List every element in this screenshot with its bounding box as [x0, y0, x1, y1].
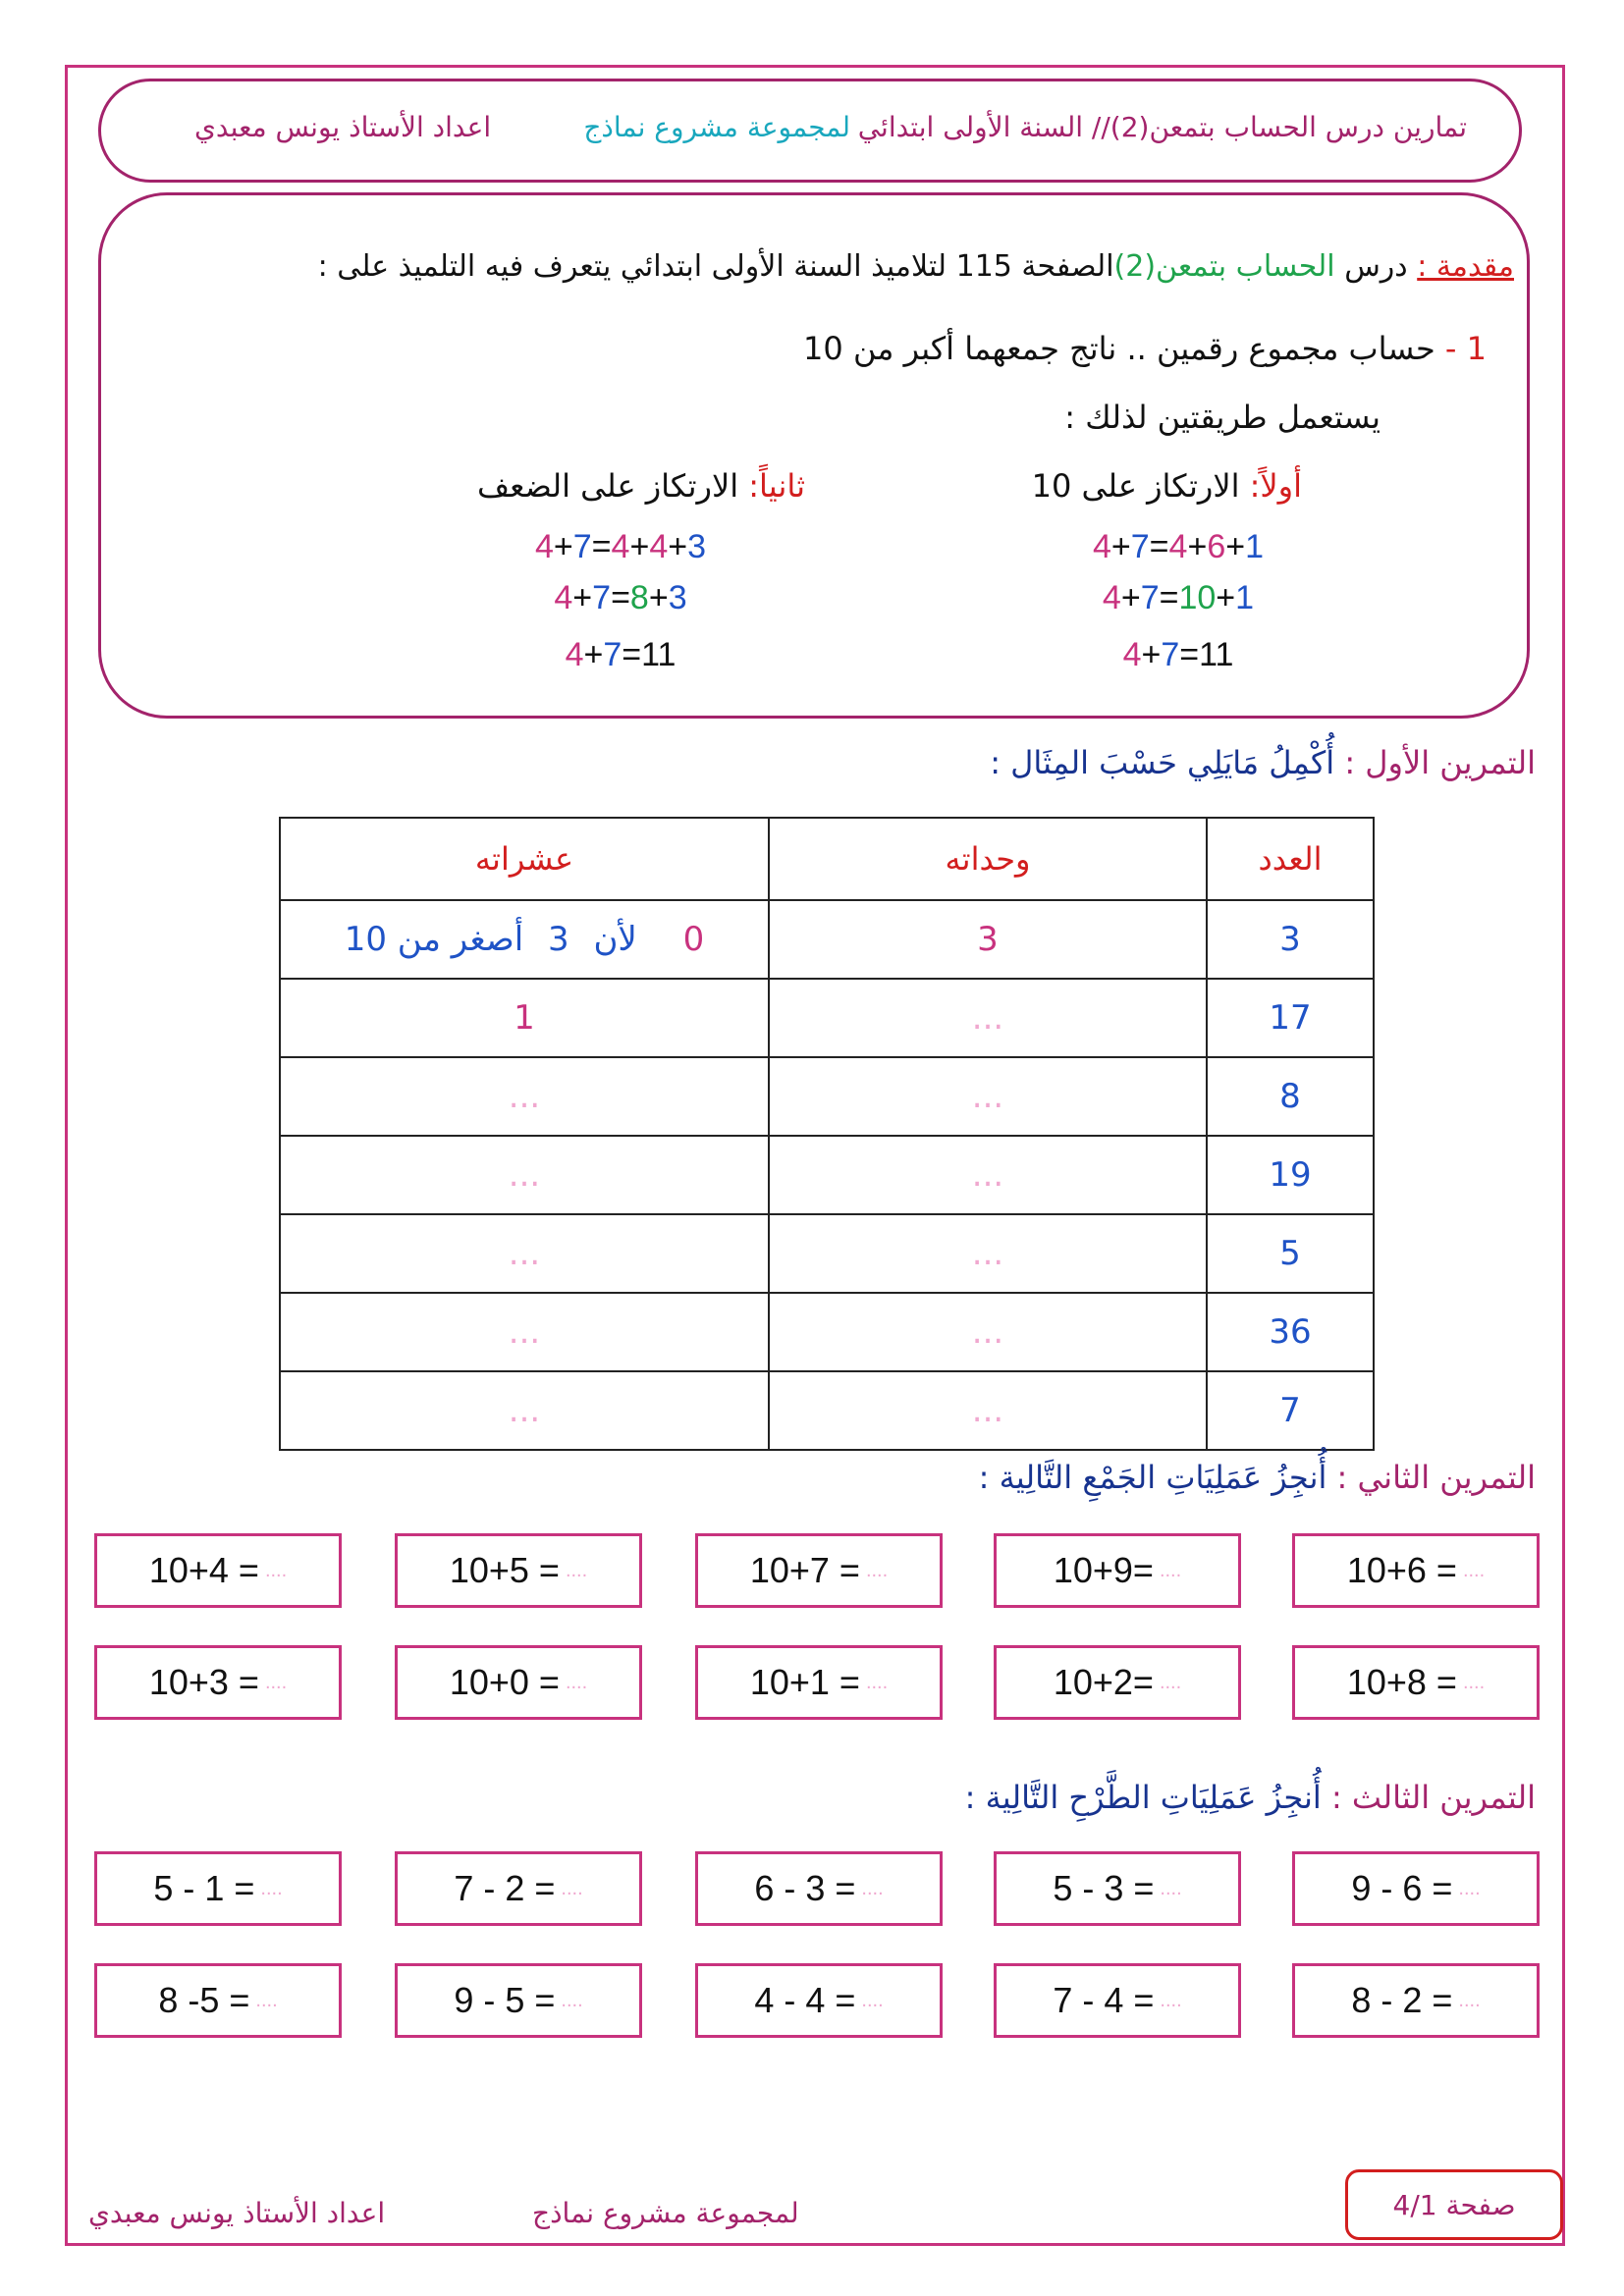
exercise3-instruction: أُنجِزُ عَمَلِيَاتِ الطَّرْحِ التَّالِية : [964, 1779, 1322, 1816]
first-method-label: أولاً: [1249, 467, 1302, 505]
intro-point [803, 330, 1487, 367]
example-note-b: 3 [548, 920, 569, 959]
operation-text: 10+0 = [449, 1662, 560, 1702]
example-note-c: أصغر من 10 [344, 920, 524, 959]
operation-box[interactable] [1292, 1645, 1540, 1720]
equation-token: 4 [1092, 528, 1111, 565]
answer-blank[interactable]: .... [264, 1671, 288, 1693]
operation-box[interactable] [994, 1533, 1241, 1608]
second-method-title [477, 467, 805, 505]
equation-token: 3 [687, 528, 707, 565]
operation-box[interactable] [395, 1533, 642, 1608]
operation-text: 7 - 4 = [1053, 1980, 1155, 2020]
cell-number: 8 [1207, 1057, 1374, 1136]
header-units: وحداته [769, 818, 1207, 900]
equation-token: =11 [622, 636, 677, 673]
cell-tens-blank[interactable]: ... [280, 1057, 769, 1136]
header-number: العدد [1207, 818, 1374, 900]
equation-token: =11 [1179, 636, 1234, 673]
second-method-label: ثانياً: [748, 467, 805, 505]
answer-blank[interactable]: .... [255, 1989, 278, 2011]
point-text: حساب مجموع رقمين .. ناتج جمعهما أكبر من 10 [803, 330, 1435, 367]
intro-t3: الصفحة 115 لتلاميذ السنة الأولى ابتدائي يتعرف فيه التلميذ على : [317, 249, 1114, 284]
equation-token: 10 [1178, 579, 1217, 616]
exercise1-instruction: أُكْمِلُ مَايَلِي حَسْبَ المِثَال : [990, 744, 1335, 781]
table-row [280, 1136, 1374, 1214]
operation-text: 4 - 4 = [754, 1980, 856, 2020]
page-number-box [1345, 2169, 1563, 2240]
header-title: تمارين درس الحساب بتمعن(2)// السنة الأولى ابتدائي [857, 111, 1467, 143]
operation-box[interactable] [395, 1645, 642, 1720]
operation-text: 10+1 = [749, 1662, 860, 1702]
equation-token: + [1120, 579, 1141, 616]
equation-token: 4 [611, 528, 630, 565]
cell-number: 3 [1207, 900, 1374, 979]
equation-token: 7 [572, 528, 592, 565]
equation-token: + [629, 528, 650, 565]
operation-text: 9 - 6 = [1351, 1868, 1453, 1908]
footer-group: لمجموعة مشروع نماذج [532, 2197, 799, 2229]
answer-blank[interactable]: .... [865, 1559, 889, 1581]
answer-blank[interactable]: .... [561, 1989, 583, 2011]
operation-box[interactable] [94, 1645, 342, 1720]
answer-blank[interactable]: .... [1458, 1989, 1481, 2011]
operation-text: 10+9= [1053, 1550, 1154, 1590]
answer-blank[interactable]: .... [260, 1877, 283, 1899]
equation-token: 4 [1102, 579, 1121, 616]
operation-text: 10+3 = [148, 1662, 259, 1702]
first-method-title [1032, 467, 1302, 505]
operation-box[interactable] [94, 1533, 342, 1608]
answer-blank[interactable]: .... [1160, 1877, 1182, 1899]
table-row [280, 900, 1374, 979]
cell-units-blank[interactable]: ... [769, 1136, 1207, 1214]
cell-number: 17 [1207, 979, 1374, 1057]
equation-line [566, 636, 677, 674]
equation-token: 6 [1207, 528, 1226, 565]
answer-blank[interactable]: .... [1159, 1559, 1182, 1581]
equation-token: + [1110, 528, 1131, 565]
exercise3-heading [965, 1779, 1536, 1816]
answer-blank[interactable]: .... [1160, 1989, 1182, 2011]
cell-tens-blank[interactable]: ... [280, 1214, 769, 1293]
cell-units: 3 [769, 900, 1207, 979]
example-tens-value: 0 [682, 920, 705, 959]
exercise2-heading [979, 1459, 1536, 1496]
equation-token: = [611, 579, 630, 616]
header-author: اعداد الأستاذ يونس معبدي [194, 111, 492, 143]
exercise1-title: التمرين الأول : [1344, 744, 1536, 781]
header-tens: عشراته [280, 818, 769, 900]
cell-number: 19 [1207, 1136, 1374, 1214]
equation-token: 7 [592, 579, 612, 616]
answer-blank[interactable]: .... [561, 1877, 583, 1899]
equation-token: + [648, 579, 669, 616]
equation-token: + [1141, 636, 1162, 673]
table-row [280, 1371, 1374, 1450]
equation-line [1103, 579, 1254, 617]
operation-box[interactable] [695, 1851, 943, 1926]
cell-units-blank[interactable]: ... [769, 1057, 1207, 1136]
exercise3-title: التمرين الثالث : [1330, 1779, 1536, 1816]
equation-token: = [1149, 528, 1169, 565]
table-row [280, 979, 1374, 1057]
operation-box[interactable] [1292, 1533, 1540, 1608]
operation-text: 10+2= [1053, 1662, 1154, 1702]
operation-box[interactable] [1292, 1963, 1540, 2038]
second-method-text: الارتكاز على الضعف [477, 467, 739, 505]
equation-token: 4 [1168, 528, 1188, 565]
answer-blank[interactable]: .... [565, 1671, 588, 1693]
cell-number: 5 [1207, 1214, 1374, 1293]
equation-token: 4 [554, 579, 573, 616]
equation-token: 4 [565, 636, 584, 673]
operation-box[interactable] [994, 1645, 1241, 1720]
point-number: 1 - [1444, 330, 1487, 367]
equation-token: + [583, 636, 604, 673]
equation-line [554, 579, 686, 617]
operation-text: 8 - 2 = [1351, 1980, 1453, 2020]
exercise1-table [279, 817, 1375, 1451]
operation-box[interactable] [395, 1851, 642, 1926]
cell-tens-blank[interactable]: ... [280, 1136, 769, 1214]
operation-text: 10+8 = [1346, 1662, 1457, 1702]
operation-box[interactable] [94, 1963, 342, 2038]
equation-token: 7 [1130, 528, 1150, 565]
intro-t1: درس [1344, 249, 1408, 284]
cell-number: 36 [1207, 1293, 1374, 1371]
operation-text: 9 - 5 = [454, 1980, 556, 2020]
methods-intro: يستعمل طريقتين لذلك : [1064, 399, 1380, 436]
cell-number: 7 [1207, 1371, 1374, 1450]
equation-token: 4 [649, 528, 669, 565]
header-group: لمجموعة مشروع نماذج [583, 111, 850, 143]
equation-token: 8 [629, 579, 649, 616]
example-note-a: لأن [593, 920, 637, 959]
intro-t2: الحساب بتمعن(2) [1113, 249, 1335, 284]
cell-units-blank[interactable]: ... [769, 979, 1207, 1057]
cell-tens-blank[interactable]: ... [280, 1293, 769, 1371]
intro-line [318, 249, 1514, 284]
cell-tens: 1 [280, 979, 769, 1057]
operation-text: 5 - 1 = [153, 1868, 255, 1908]
equation-token: 7 [603, 636, 623, 673]
operation-text: 7 - 2 = [454, 1868, 556, 1908]
cell-units-blank[interactable]: ... [769, 1214, 1207, 1293]
answer-blank[interactable]: .... [264, 1559, 288, 1581]
equation-token: = [1159, 579, 1179, 616]
operation-box[interactable] [994, 1963, 1241, 2038]
equation-token: 4 [534, 528, 554, 565]
operation-text: 10+5 = [449, 1550, 560, 1590]
equation-token: 3 [668, 579, 687, 616]
exercise2-instruction: أُنجِزُ عَمَلِيَاتِ الجَمْعِ التَّالِية : [978, 1459, 1327, 1496]
operation-text: 10+4 = [148, 1550, 259, 1590]
exercise1-heading [990, 744, 1536, 781]
cell-tens [280, 900, 769, 979]
page-label: صفحة [1445, 2188, 1516, 2221]
table-row [280, 1057, 1374, 1136]
answer-blank[interactable]: .... [861, 1877, 884, 1899]
intro-label: مقدمة : [1417, 249, 1514, 284]
operation-text: 10+7 = [749, 1550, 860, 1590]
table-row [280, 1214, 1374, 1293]
equation-token: + [1187, 528, 1208, 565]
first-method-text: الارتكاز على 10 [1031, 467, 1240, 505]
operation-text: 8 -5 = [158, 1980, 250, 2020]
equation-token: + [553, 528, 573, 565]
table-row [280, 1293, 1374, 1371]
answer-blank[interactable]: .... [861, 1989, 884, 2011]
operation-text: 6 - 3 = [754, 1868, 856, 1908]
equation-token: 7 [1140, 579, 1160, 616]
table-header-row [280, 818, 1374, 900]
answer-blank[interactable]: .... [1462, 1671, 1486, 1693]
equation-token: + [1216, 579, 1236, 616]
operation-box[interactable] [395, 1963, 642, 2038]
answer-blank[interactable]: .... [865, 1671, 889, 1693]
equation-token: 7 [1161, 636, 1180, 673]
operation-box[interactable] [695, 1963, 943, 2038]
operation-box[interactable] [94, 1851, 342, 1926]
page-value: 4/1 [1392, 2188, 1437, 2221]
equation-token: + [1225, 528, 1246, 565]
equation-line [1123, 636, 1234, 674]
equation-line [1093, 528, 1264, 566]
cell-units-blank[interactable]: ... [769, 1371, 1207, 1450]
equation-token: = [591, 528, 612, 565]
equation-token: 4 [1122, 636, 1142, 673]
operation-box[interactable] [1292, 1851, 1540, 1926]
equation-token: + [572, 579, 593, 616]
answer-blank[interactable]: .... [1458, 1877, 1481, 1899]
operation-text: 5 - 3 = [1053, 1868, 1155, 1908]
equation-token: 1 [1235, 579, 1255, 616]
operation-box[interactable] [695, 1645, 943, 1720]
operation-box[interactable] [695, 1533, 943, 1608]
exercise2-title: التمرين الثاني : [1336, 1459, 1536, 1496]
equation-token: 1 [1245, 528, 1265, 565]
equation-token: + [668, 528, 688, 565]
equation-line [535, 528, 706, 566]
cell-units-blank[interactable]: ... [769, 1293, 1207, 1371]
operation-box[interactable] [994, 1851, 1241, 1926]
operation-text: 10+6 = [1346, 1550, 1457, 1590]
footer-author: اعداد الأستاذ يونس معبدي [88, 2197, 386, 2229]
answer-blank[interactable]: .... [1462, 1559, 1486, 1581]
answer-blank[interactable]: .... [1159, 1671, 1182, 1693]
answer-blank[interactable]: .... [565, 1559, 588, 1581]
cell-tens-blank[interactable]: ... [280, 1371, 769, 1450]
